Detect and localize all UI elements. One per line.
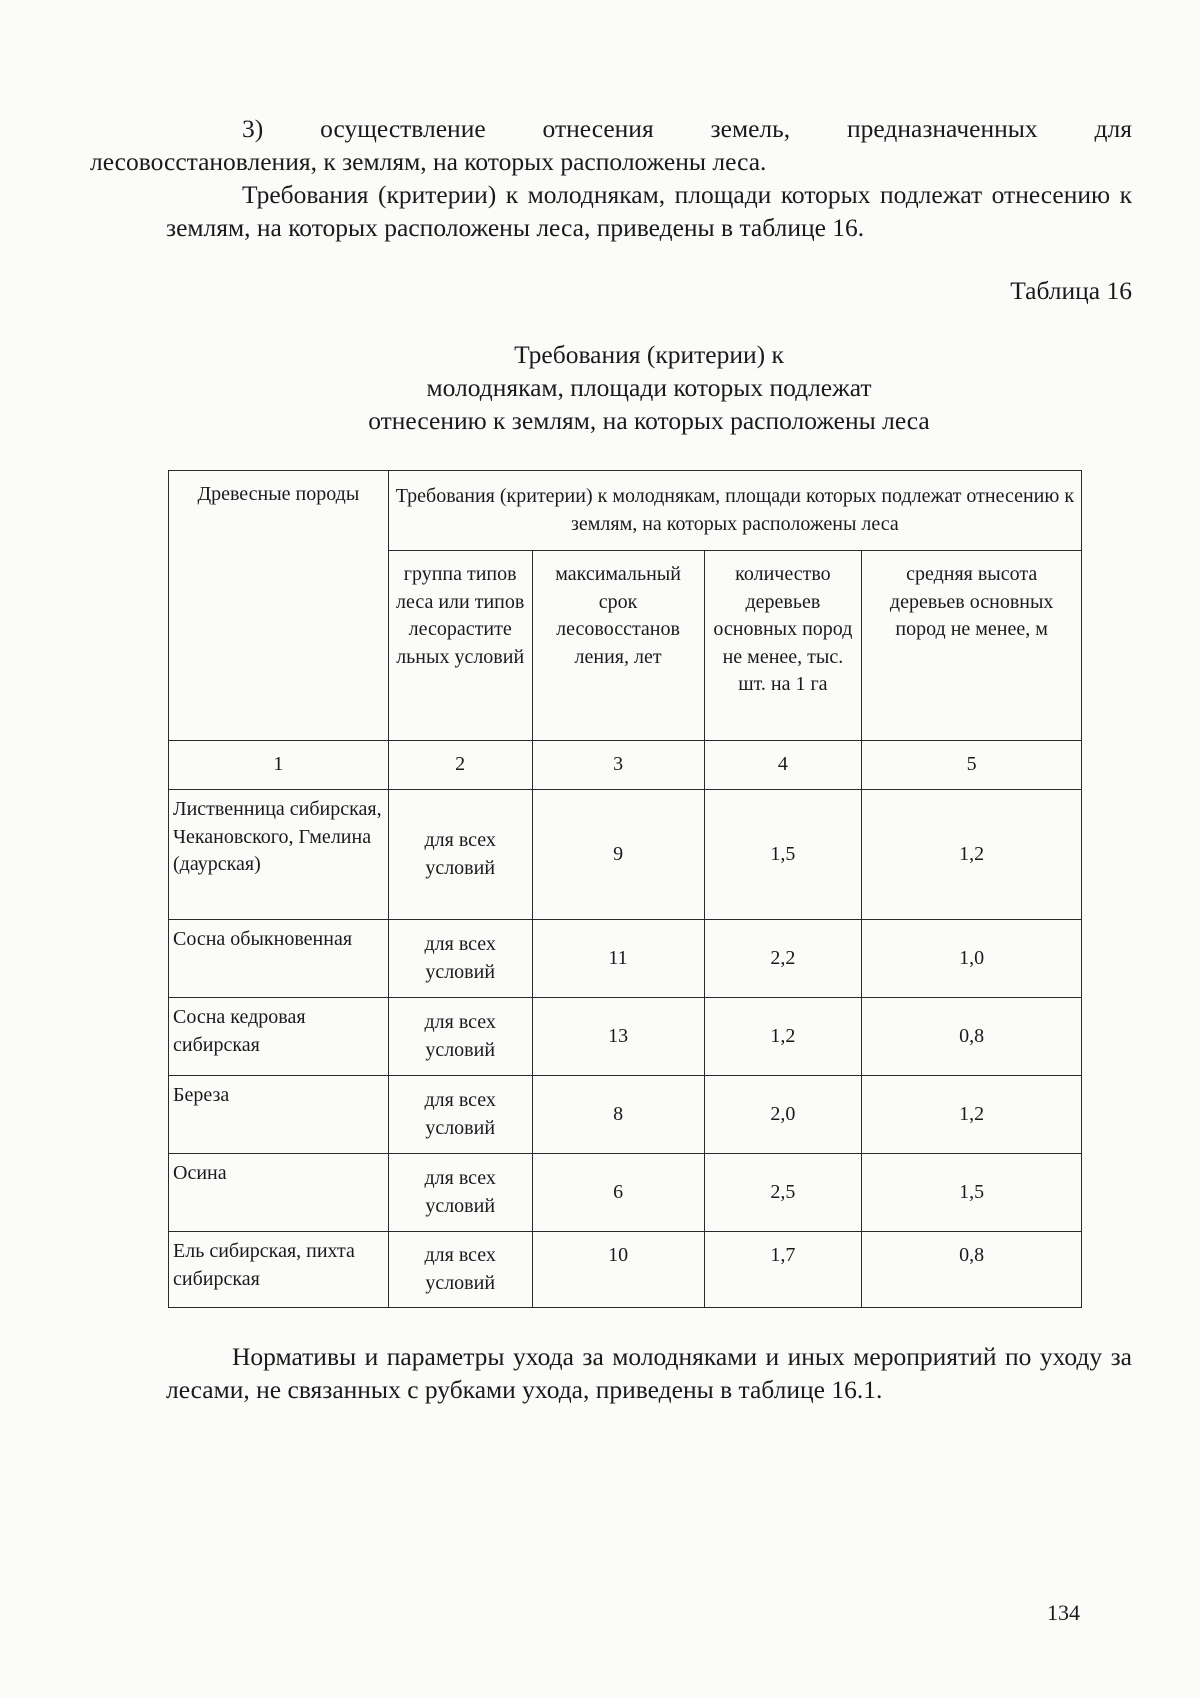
- table-title-line-3: отнесению к землям, на которых расположены леса: [368, 406, 930, 435]
- cell-group: для всех условий: [388, 998, 532, 1076]
- column-number: 1: [169, 741, 389, 790]
- header-requirements: Требования (критерии) к молоднякам, площади которых подлежат отнесению к землям, на которых расположены леса: [388, 471, 1081, 551]
- table-row: [169, 790, 1082, 920]
- intro-line-1: 3) осуществление отнесения земель, предназначенных для: [242, 114, 1132, 143]
- subheader-forest-type: группа типов леса или типов лесорастите льных условий: [388, 551, 532, 741]
- cell-species: Осина: [169, 1154, 389, 1232]
- column-number: 3: [532, 741, 704, 790]
- cell-group: для всех условий: [388, 920, 532, 998]
- cell-count: 1,2: [704, 998, 862, 1076]
- cell-count: 1,5: [704, 790, 862, 920]
- cell-term: 6: [532, 1154, 704, 1232]
- table-row: [169, 998, 1082, 1076]
- cell-height: 0,8: [862, 1232, 1082, 1308]
- subheader-max-term: максимальный срок лесовосстанов ления, лет: [532, 551, 704, 741]
- table-title-line-2: молоднякам, площади которых подлежат: [426, 373, 872, 402]
- cell-species: Береза: [169, 1076, 389, 1154]
- cell-species: Ель сибирская, пихта сибирская: [169, 1232, 389, 1308]
- cell-group: для всех условий: [388, 1076, 532, 1154]
- cell-species: Сосна обыкновенная: [169, 920, 389, 998]
- column-number: 5: [862, 741, 1082, 790]
- cell-height: 1,2: [862, 790, 1082, 920]
- table-row: [169, 1076, 1082, 1154]
- table-row: [169, 920, 1082, 998]
- cell-count: 2,5: [704, 1154, 862, 1232]
- cell-term: 13: [532, 998, 704, 1076]
- table-header-row: [169, 471, 1082, 551]
- cell-height: 1,2: [862, 1076, 1082, 1154]
- cell-species: Лиственница сибирская, Чекановского, Гмелина (даурская): [169, 790, 389, 920]
- page-number: 134: [1047, 1600, 1080, 1625]
- intro-paragraph-2: Требования (критерии) к молоднякам, площади которых подлежат отнесению к землям, на которых расположены леса, приведены в таблице 16.: [166, 180, 1132, 242]
- table-label: Таблица 16: [1010, 276, 1132, 305]
- table-column-numbers-row: [169, 741, 1082, 790]
- cell-height: 0,8: [862, 998, 1082, 1076]
- subheader-avg-height: средняя высота деревьев основных пород не менее, м: [862, 551, 1082, 741]
- criteria-table: [168, 470, 1082, 1308]
- cell-species: Сосна кедровая сибирская: [169, 998, 389, 1076]
- cell-term: 9: [532, 790, 704, 920]
- table-title: [166, 338, 1132, 437]
- cell-group: для всех условий: [388, 1154, 532, 1232]
- column-number: 4: [704, 741, 862, 790]
- cell-height: 1,5: [862, 1154, 1082, 1232]
- cell-count: 2,0: [704, 1076, 862, 1154]
- table-row: [169, 1232, 1082, 1308]
- subheader-tree-count: количество деревьев основных пород не менее, тыс. шт. на 1 га: [704, 551, 862, 741]
- header-species: Древесные породы: [169, 471, 389, 741]
- closing-paragraph: Нормативы и параметры ухода за молодняками и иных мероприятий по уходу за лесами, не связанных с рубками ухода, приведены в таблице 16.1.: [166, 1342, 1132, 1404]
- cell-term: 10: [532, 1232, 704, 1308]
- cell-group: для всех условий: [388, 790, 532, 920]
- table-row: [169, 1154, 1082, 1232]
- cell-group: для всех условий: [388, 1232, 532, 1308]
- cell-count: 2,2: [704, 920, 862, 998]
- cell-term: 11: [532, 920, 704, 998]
- intro-paragraph: [90, 112, 1132, 178]
- cell-height: 1,0: [862, 920, 1082, 998]
- intro-line-2: лесовосстановления, к землям, на которых расположены леса.: [90, 147, 767, 176]
- table-title-line-1: Требования (критерии) к: [514, 340, 784, 369]
- column-number: 2: [388, 741, 532, 790]
- cell-count: 1,7: [704, 1232, 862, 1308]
- cell-term: 8: [532, 1076, 704, 1154]
